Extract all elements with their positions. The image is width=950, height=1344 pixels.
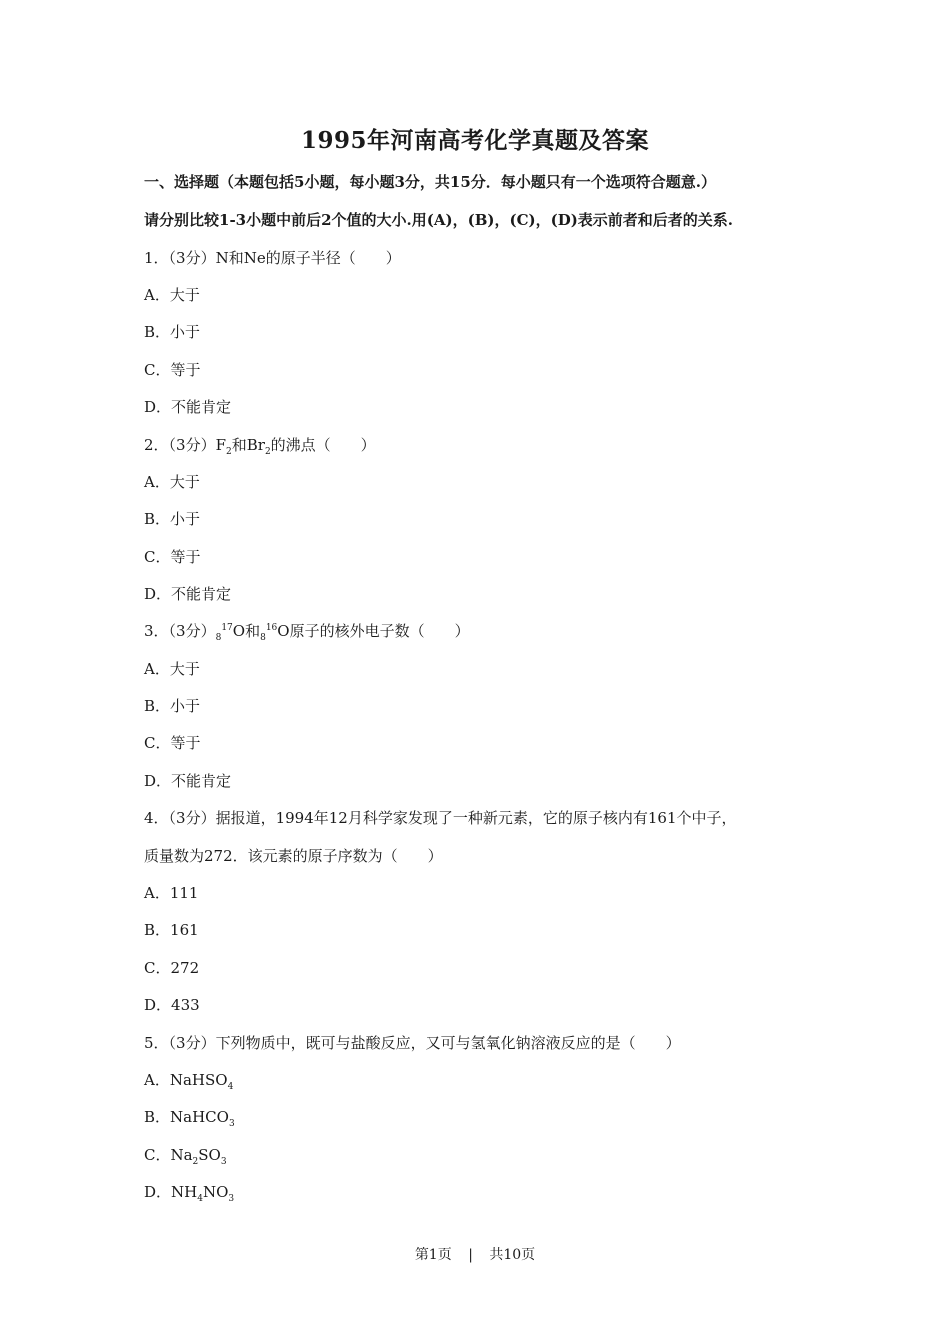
question-2-option-a: A．大于 xyxy=(144,473,200,491)
question-4-stem-line-1: 4．（3分）据报道，1994年12月科学家发现了一种新元素，它的原子核内有161个中子， xyxy=(144,809,737,827)
q2-text-1: 2．（3分）F xyxy=(144,436,226,454)
question-1-option-a: A．大于 xyxy=(144,286,200,304)
q3-text-3: O原子的核外电子数（ ） xyxy=(277,622,470,640)
page-footer xyxy=(0,1244,950,1264)
question-3-stem xyxy=(144,621,470,641)
q5d-text-1: D．NH xyxy=(144,1183,198,1201)
q3-mass-number-2: 16 xyxy=(265,623,278,633)
question-4-stem-line-2: 质量数为272．该元素的原子序数为（ ） xyxy=(144,847,443,865)
q5b-text: B．NaHCO xyxy=(144,1108,229,1126)
question-2-stem xyxy=(144,435,376,455)
question-3-option-c: C．等于 xyxy=(144,734,201,752)
question-4-option-d: D．433 xyxy=(144,996,200,1014)
question-3-option-b: B．小于 xyxy=(144,697,201,715)
question-3-option-d: D．不能肯定 xyxy=(144,772,232,790)
q5c-text-1: C．Na xyxy=(144,1146,193,1164)
document-title: 1995年河南高考化学真题及答案 xyxy=(300,127,649,154)
q5c-text-2: SO xyxy=(198,1146,221,1164)
section-instruction: 请分别比较1-3小题中前后2个值的大小.用(A)，(B)，(C)，(D)表示前者和后者的关系. xyxy=(144,211,734,229)
question-5-option-a xyxy=(144,1070,233,1090)
question-1-option-d: D．不能肯定 xyxy=(144,398,232,416)
question-2-option-c: C．等于 xyxy=(144,548,201,566)
q3-atomic-number-2: 8 xyxy=(260,633,266,643)
q5a-subscript: 4 xyxy=(227,1082,234,1092)
q5c-subscript-2: 3 xyxy=(220,1157,227,1167)
question-5-stem: 5．（3分）下列物质中，既可与盐酸反应，又可与氢氧化钠溶液反应的是（ ） xyxy=(144,1034,681,1052)
question-2-option-d: D．不能肯定 xyxy=(144,585,232,603)
question-3-option-a: A．大于 xyxy=(144,660,200,678)
footer-separator: | xyxy=(468,1247,473,1263)
q5c-subscript-1: 2 xyxy=(192,1157,199,1167)
question-1-option-c: C．等于 xyxy=(144,361,201,379)
question-2-option-b: B．小于 xyxy=(144,510,201,528)
page-number: 第1页 xyxy=(414,1247,452,1263)
question-4-option-c: C．272 xyxy=(144,959,200,977)
q3-text-1: 3．（3分） xyxy=(144,622,216,640)
q2-subscript-2: 2 xyxy=(264,447,271,457)
question-5-option-d xyxy=(144,1182,234,1202)
q5d-text-2: NO xyxy=(202,1183,229,1201)
q3-mass-number-1: 17 xyxy=(221,623,233,633)
question-4-option-a: A．111 xyxy=(144,884,199,902)
q2-text-3: 的沸点（ ） xyxy=(270,436,376,454)
q5a-text: A．NaHSO xyxy=(144,1071,228,1089)
q3-text-2: O和 xyxy=(232,622,261,640)
question-4-option-b: B．161 xyxy=(144,921,199,939)
question-5-option-b xyxy=(144,1107,235,1127)
question-5-option-c xyxy=(144,1145,227,1165)
question-1-option-b: B．小于 xyxy=(144,323,201,341)
q5d-subscript-2: 3 xyxy=(228,1194,235,1204)
q5b-subscript: 3 xyxy=(228,1119,235,1129)
q3-atomic-number-1: 8 xyxy=(215,633,222,643)
section-heading: 一、选择题（本题包括5小题，每小题3分，共15分．每小题只有一个选项符合题意.） xyxy=(144,173,716,191)
q5d-subscript-1: 4 xyxy=(197,1194,203,1204)
q2-text-2: 和Br xyxy=(231,436,265,454)
question-1-stem: 1．（3分）N和Ne的原子半径（ ） xyxy=(144,249,401,267)
q2-subscript-1: 2 xyxy=(226,447,232,457)
page-total: 共10页 xyxy=(489,1247,536,1263)
